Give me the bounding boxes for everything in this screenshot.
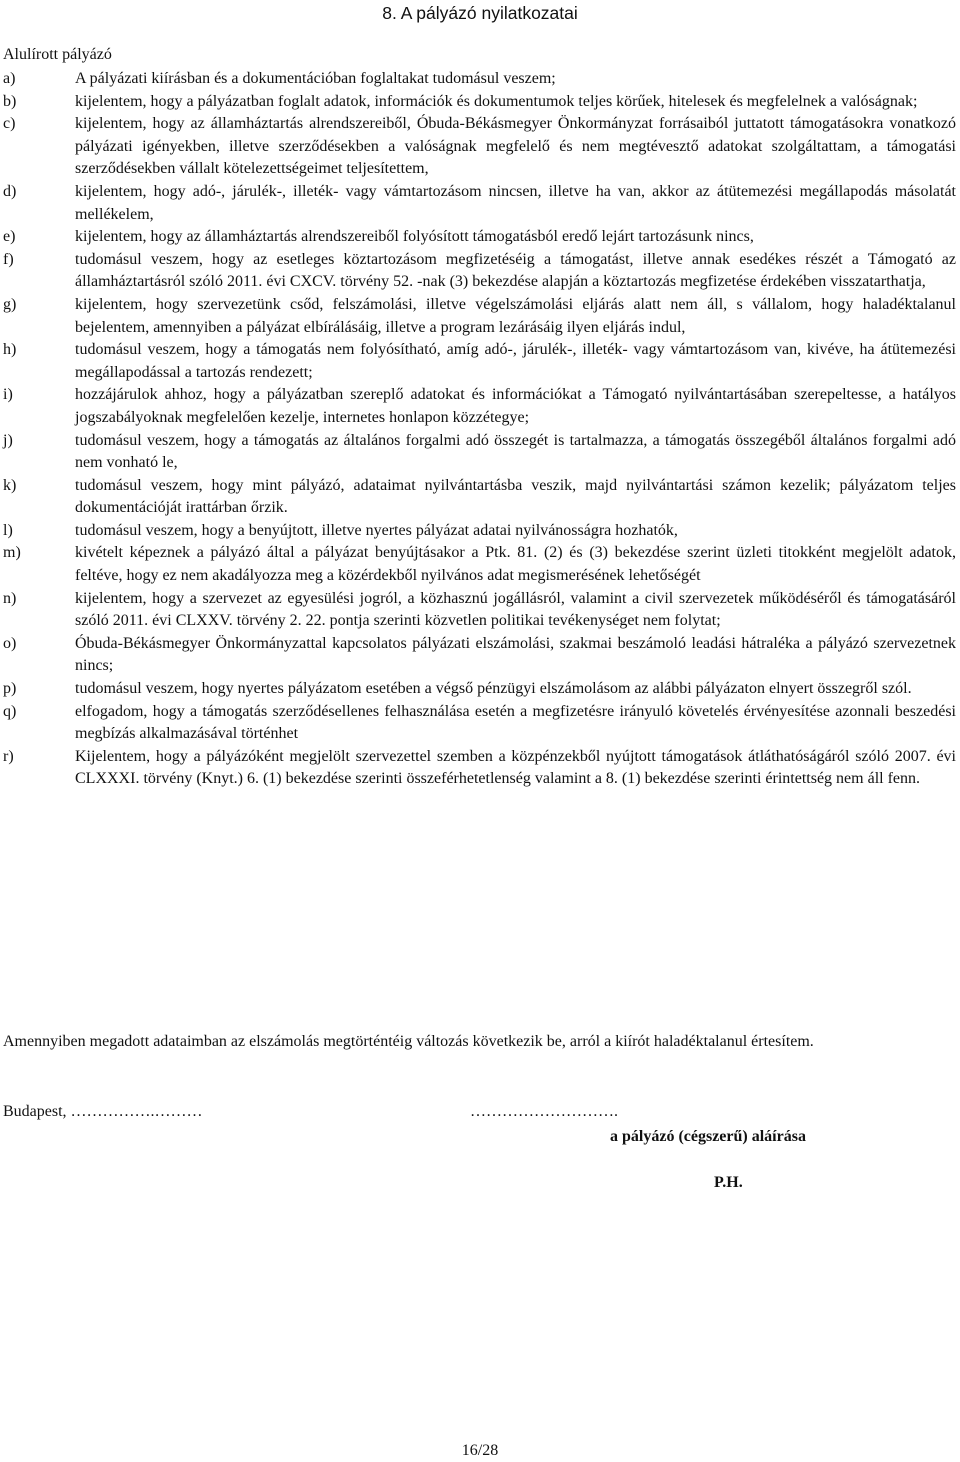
item-letter: g) [3, 295, 17, 313]
item-text: Kijelentem, hogy a pályázóként megjelölt szervezettel szemben a közpénzekből nyújtott támogatások átláthatóságáról szóló 2007. évi CLXXXI. törvény (Knyt.) 6. (1) bekezdése szerinti összeférhetetlenség valamint a 8. (1) bekezdése szerinti érintettség nem áll fenn. [75, 747, 956, 788]
item-text: kijelentem, hogy az államháztartás alrendszereiből, Óbuda-Békásmegyer Önkormányzat forrásaiból juttatott támogatásokra vonatkozó pályázati igényekben, illetve szerződésekben a valóságnak megfelelő és nem megtévesztő adatokat szolgáltattam, a támogatási szerződésekben vállalt kötelezettségeimet teljesítettem, [75, 115, 956, 178]
item-text: tudomásul veszem, hogy a támogatás nem folyósítható, amíg adó-, járulék-, illeték- vagy vámtartozásom van, kivéve, ha átütemezési megállapodással a tartozás rendezett; [75, 341, 956, 381]
item-letter: p) [3, 680, 17, 698]
declaration-item [3, 339, 956, 384]
intro-text: Alulírott pályázó [3, 46, 112, 63]
item-letter: d) [3, 182, 17, 200]
declaration-item [3, 384, 956, 429]
item-letter: l) [3, 521, 13, 539]
declaration-item [3, 294, 956, 339]
item-text: tudomásul veszem, hogy az esetleges köztartozásom megfizetéséig a támogatást, illetve annak esedékes részét a Támogató az államháztartásról szóló 2011. évi CXCV. törvény 52. -nak (3) bekezdése alapján a köztartozás megfizetése érdekében visszatarthatja, [75, 250, 956, 291]
item-text: kijelentem, hogy szervezetünk csőd, felszámolási, illetve végelszámolási eljárás alatt nem áll, s vállalom, hogy haladéktalanul bejelentem, amennyiben a pályázat elbírálásáig, illetve a program lezárásáig ilyen eljárás indul, [75, 295, 956, 336]
item-text: hozzájárulok ahhoz, hogy a pályázatban szereplő adatokat és információkat a Támogató nyilvántartásában szerepeltesse, a hatályos jogszabályoknak megfelelően kezelje, internetes honlapon közzétegye; [75, 386, 956, 426]
item-letter: k) [3, 476, 17, 494]
item-letter: j) [3, 431, 13, 449]
item-letter: c) [3, 115, 16, 133]
item-letter: m) [3, 544, 21, 562]
declaration-item [3, 678, 956, 701]
declaration-item [3, 520, 956, 543]
item-text: tudomásul veszem, hogy a benyújtott, illetve nyertes pályázat adatai nyilvánosságra hozhatók, [75, 521, 678, 539]
declaration-item [3, 633, 956, 678]
declaration-item [3, 701, 956, 746]
item-letter: i) [3, 386, 13, 404]
item-letter: f) [3, 250, 14, 268]
declaration-item [3, 588, 956, 633]
item-text: kijelentem, hogy adó-, járulék-, illeték- vagy vámtartozásom nincsen, illetve ha van, akkor az átütemezési megállapodás másolatát mellékelem, [75, 182, 956, 223]
item-letter: h) [3, 341, 17, 359]
declaration-item [3, 475, 956, 520]
declaration-list [3, 68, 956, 791]
declaration-item [3, 113, 956, 181]
item-letter: n) [3, 589, 17, 607]
item-letter: o) [3, 634, 17, 652]
item-text: kijelentem, hogy a pályázatban foglalt adatok, információk és dokumentumok teljes körűek, hitelesek és megfelelnek a valóságnak; [75, 92, 918, 110]
declaration-item [3, 430, 956, 475]
item-text: kivételt képeznek a pályázó által a pályázat benyújtásakor a Ptk. 81. (2) és (3) bekezdése szerint üzleti titokként megjelölt adatok, feltéve, hogy ez nem akadályozza meg a közérdekből nyilvános adat megismerésének lehetőségét [75, 544, 956, 585]
signature-line: ………………………. [470, 1103, 618, 1120]
item-text: A pályázati kiírásban és a dokumentációban foglaltakat tudomásul veszem; [75, 70, 556, 87]
item-text: kijelentem, hogy a szervezet az egyesülési jogról, a közhasznú jogállásról, valamint a civil szervezetek működéséről és támogatásáról szóló 2011. évi CLXXV. törvény 2. 22. pontja szerinti közvetlen politikai tevékenységet nem folytat; [75, 589, 956, 630]
closing-paragraph: Amennyiben megadott adataimban az elszámolás megtörténtéig változás következik be, arról a kiírót haladéktalanul értesítem. [3, 1033, 814, 1050]
item-letter: b) [3, 92, 17, 110]
declaration-item [3, 542, 956, 587]
declaration-item [3, 249, 956, 294]
stamp-label: P.H. [714, 1174, 743, 1191]
item-text: elfogadom, hogy a támogatás szerződésellenes felhasználása esetén a megfizetésre irányuló követelés érvényesítése azonnali beszedési megbízás alkalmazásával történhet [75, 702, 956, 743]
item-text: tudomásul veszem, hogy nyertes pályázatom esetében a végső pénzügyi elszámolásom az alábbi pályázaton elnyert összegről szól. [75, 680, 912, 698]
place-date-line: Budapest, …………….……… [3, 1103, 203, 1120]
item-letter: a) [3, 70, 16, 87]
declaration-item [3, 68, 956, 91]
item-letter: r) [3, 747, 14, 765]
item-text: tudomásul veszem, hogy mint pályázó, adataimat nyilvántartásba veszik, majd nyilvántartási számon kezelik; pályázatom teljes dokumentációját irattárban őrzik. [75, 476, 956, 517]
item-text: kijelentem, hogy az államháztartás alrendszereiből folyósított támogatásból eredő lejárt tartozásunk nincs, [75, 228, 754, 246]
item-text: tudomásul veszem, hogy a támogatás az általános forgalmi adó összegét is tartalmazza, a támogatás összegéből általános forgalmi adó nem vonható le, [75, 431, 956, 472]
declaration-item [3, 91, 956, 114]
item-text: Óbuda-Békásmegyer Önkormányzattal kapcsolatos pályázati elszámolási, szakmai beszámoló leadási hátraléka a pályázó szervezetnek nincs; [75, 634, 956, 675]
signature-label: a pályázó (cégszerű) aláírása [610, 1128, 806, 1145]
item-letter: e) [3, 228, 16, 246]
section-title: 8. A pályázó nyilatkozatai [382, 3, 578, 23]
declaration-item [3, 746, 956, 791]
declaration-item [3, 181, 956, 226]
page-number: 16/28 [461, 1442, 499, 1459]
item-letter: q) [3, 702, 17, 720]
declaration-item [3, 226, 956, 249]
